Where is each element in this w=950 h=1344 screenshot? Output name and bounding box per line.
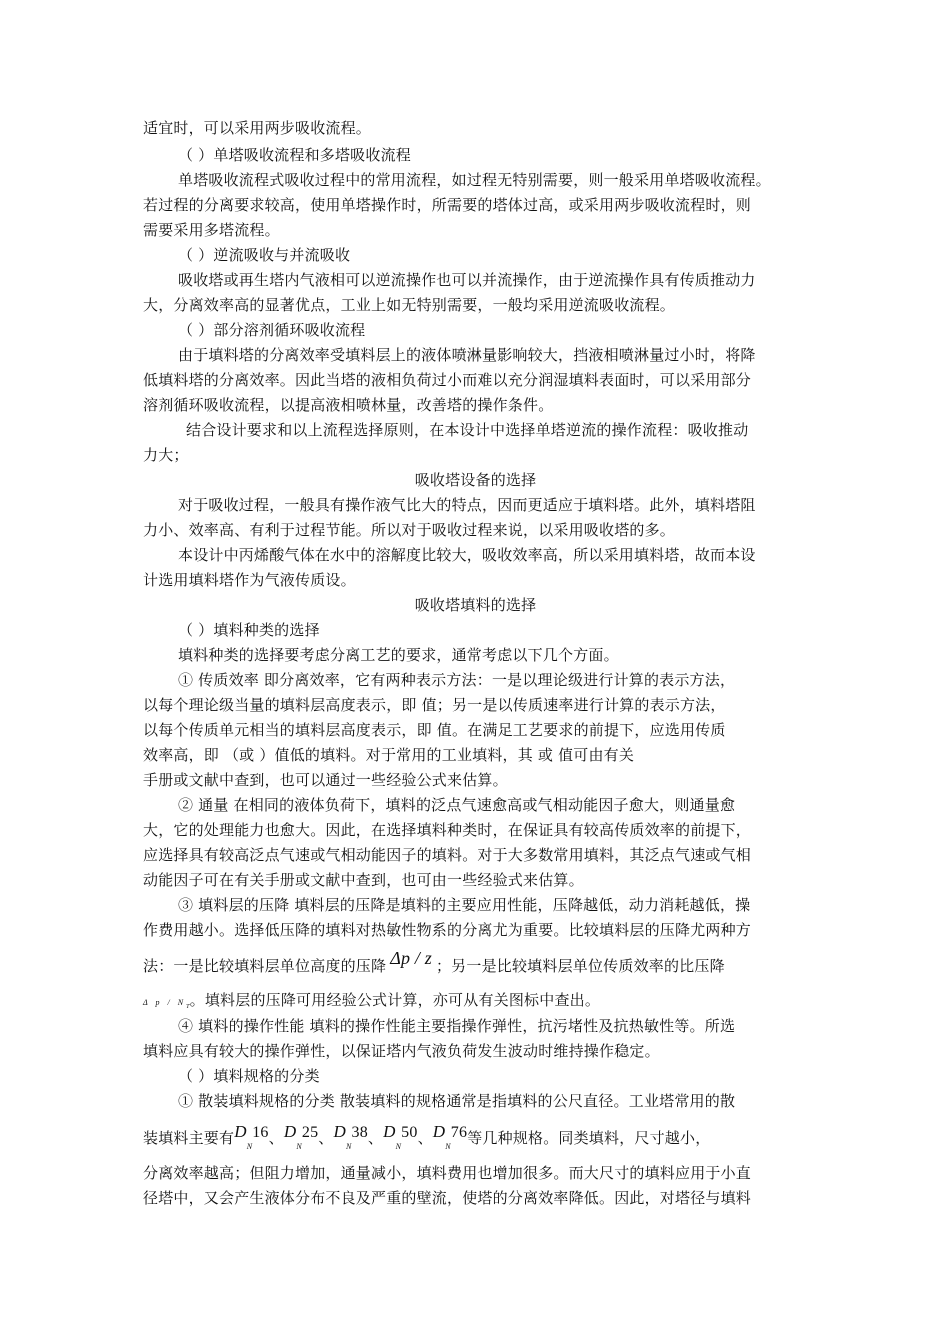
dn-size-50: $D_N50$ [383, 1122, 418, 1151]
text-line: 应选择具有较高泛点气速或气相动能因子的填料。对于大多数常用填料，其泛点气速或气相 [143, 846, 752, 864]
text-segment: 法：一是比较填料层单位高度的压降 [143, 957, 387, 975]
text-line: ④ 填料的操作性能 填料的操作性能主要指操作弹性，抗污堵性及抗热敏性等。所选 [178, 1017, 736, 1035]
text-line: 填料种类的选择要考虑分离工艺的要求，通常考虑以下几个方面。 [178, 646, 619, 664]
centered-heading: 吸收塔设备的选择 [414, 471, 537, 489]
text-line-with-formula [143, 990, 808, 1014]
centered-heading: 吸收塔填料的选择 [414, 596, 537, 614]
separator: 、 [268, 1129, 284, 1147]
formula-subscript: T [186, 1004, 190, 1010]
text-line: 本设计中丙烯酸气体在水中的溶解度比较大，吸收效率高，所以采用填料塔，故而本设 [178, 546, 756, 564]
text-line: 低填料塔的分离效率。因此当塔的液相负荷过小而难以充分润湿填料表面时，可以采用部分 [143, 371, 752, 389]
text-line: 溶剂循环吸收流程，以提高液相喷林量，改善塔的操作条件。 [143, 396, 554, 414]
section-heading: （ ）单塔吸收流程和多塔吸收流程 [178, 146, 411, 164]
section-heading: （ ）填料种类的选择 [178, 621, 320, 639]
text-segment: 装填料主要有 [143, 1129, 235, 1147]
text-line: 由于填料塔的分离效率受填料层上的液体喷淋量影响较大，挡液相喷淋量过小时，将降 [178, 346, 756, 364]
text-line: 分离效率越高；但阻力增加，通量减小，填料费用也增加很多。而大尺寸的填料应用于小直 [143, 1164, 752, 1182]
text-line: 若过程的分离要求较高，使用单塔操作时，所需要的塔体过高，或采用两步吸收流程时，则 [143, 196, 752, 214]
text-line: 手册或文献中查到，也可以通过一些经验公式来估算。 [143, 771, 508, 789]
text-line: ② 通量 在相同的液体负荷下，填料的泛点气速愈高或气相动能因子愈大，则通量愈 [178, 796, 736, 814]
text-line: 单塔吸收流程式吸收过程中的常用流程，如过程无特别需要，则一般采用单塔吸收流程。 [178, 171, 771, 189]
dn-size-38: $D_N38$ [333, 1122, 368, 1151]
text-line: 力小、效率高、有利于过程节能。所以对于吸收过程来说，以采用吸收塔的多。 [143, 521, 676, 539]
text-line: 力大； [143, 446, 189, 464]
pressure-drop-formula: Δp / z [390, 948, 432, 968]
text-line: 作费用越小。选择低压降的填料对热敏性物系的分离尤为重要。比较填料层的压降尤两种方 [143, 921, 752, 939]
text-line: 适宜时，可以采用两步吸收流程。 [143, 119, 372, 137]
dn-size-25: $D_N25$ [283, 1122, 319, 1151]
text-segment: ；另一是比较填料层单位传质效率的比压降 [435, 957, 725, 975]
text-line-with-formula [143, 948, 808, 976]
text-line: 需要采用多塔流程。 [143, 221, 280, 239]
text-line: ① 传质效率 即分离效率，它有两种表示方法：一是以理论级进行计算的表示方法， [178, 671, 736, 689]
text-line: 计选用填料塔作为气液传质设。 [143, 571, 356, 589]
text-line: 填料应具有较大的操作弹性，以保证塔内气液负荷发生波动时维持操作稳定。 [143, 1042, 660, 1060]
text-line: 吸收塔或再生塔内气液相可以逆流操作也可以并流操作，由于逆流操作具有传质推动力 [178, 271, 756, 289]
text-line: 大，它的处理能力也愈大。因此，在选择填料种类时，在保证具有较高传质效率的前提下， [143, 821, 752, 839]
text-line: 结合设计要求和以上流程选择原则，在本设计中选择单塔逆流的操作流程：吸收推动 [186, 421, 749, 439]
text-line: ① 散装填料规格的分类 散装填料的规格通常是指填料的公尺直径。工业塔常用的散 [178, 1092, 736, 1110]
dn-size-16: $D_N16$ [234, 1122, 269, 1151]
separator: 、 [367, 1129, 384, 1147]
section-heading: （ ）填料规格的分类 [178, 1067, 320, 1085]
section-heading: （ ）部分溶剂循环吸收流程 [178, 321, 366, 339]
specific-pressure-drop-formula: Δ p / N [143, 998, 187, 1007]
dn-size-76: $D_N76$ [432, 1122, 468, 1151]
text-line: 径塔中，又会产生液体分布不良及严重的壁流，使塔的分离效率降低。因此，对塔径与填料 [143, 1189, 752, 1207]
text-line: 大，分离效率高的显著优点，工业上如无特别需要，一般均采用逆流吸收流程。 [143, 296, 676, 314]
text-line: 动能因子可在有关手册或文献中查到，也可由一些经验式来估算。 [143, 871, 584, 889]
text-line: 以每个传质单元相当的填料层高度表示，即 值。在满足工艺要求的前提下，应选用传质 [143, 721, 726, 739]
text-line-with-sizes [143, 1122, 808, 1151]
separator: 、 [318, 1129, 334, 1147]
text-line: 对于吸收过程，一般具有操作液气比大的特点，因而更适应于填料塔。此外，填料塔阻 [178, 496, 756, 514]
text-line: 效率高，即 （或 ）值低的填料。对于常用的工业填料，其 或 值可由有关 [143, 746, 635, 764]
text-segment: 。填料层的压降可用经验公式计算，亦可从有关图标中查出。 [189, 991, 601, 1009]
text-line: 以每个理论级当量的填料层高度表示，即 值；另一是以传质速率进行计算的表示方法， [143, 696, 726, 714]
section-heading: （ ）逆流吸收与并流吸收 [178, 246, 351, 264]
separator: 、 [417, 1129, 433, 1147]
text-line: ③ 填料层的压降 填料层的压降是填料的主要应用性能，压降越低，动力消耗越低，操 [178, 896, 751, 914]
text-segment: 等几种规格。同类填料，尺寸越小， [467, 1129, 711, 1147]
